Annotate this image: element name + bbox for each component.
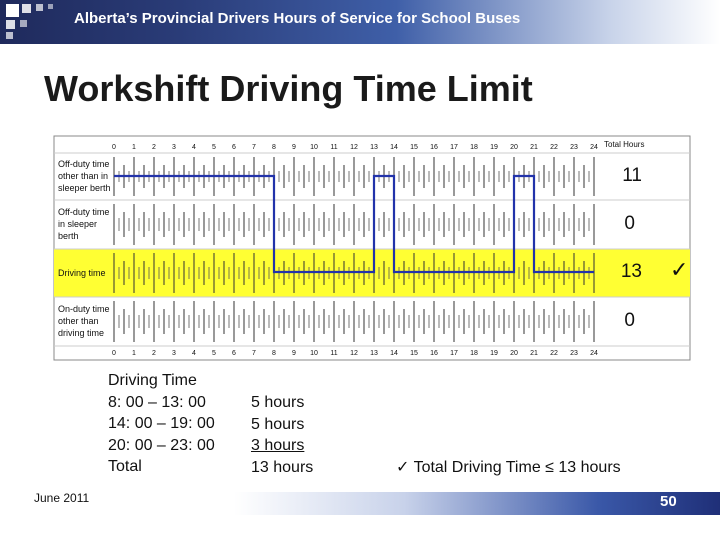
- hour-label-bottom: 20: [510, 350, 518, 357]
- hour-label-top: 19: [490, 144, 498, 151]
- hour-label-bottom: 12: [350, 350, 358, 357]
- hour-label-bottom: 6: [232, 350, 236, 357]
- summary-period: 8: 00 – 13: 00: [108, 393, 206, 411]
- hour-label-bottom: 19: [490, 350, 498, 357]
- summary-note-text: Total Driving Time ≤ 13 hours: [413, 459, 621, 476]
- summary-duration: 5 hours: [251, 394, 305, 411]
- hour-label-top: 8: [272, 144, 276, 151]
- hour-label-bottom: 17: [450, 350, 458, 357]
- hour-label-top: 23: [570, 144, 578, 151]
- row-label-line: other than in: [58, 171, 109, 181]
- row-label-line: in sleeper: [58, 219, 98, 229]
- summary-heading: Driving Time: [108, 372, 197, 389]
- summary-period: 14: 00 – 19: 00: [108, 415, 215, 432]
- hour-label-bottom: 22: [550, 350, 558, 357]
- row-label-onduty: [58, 303, 110, 339]
- hour-label-top: 6: [232, 144, 236, 151]
- hour-label-top: 10: [310, 144, 318, 151]
- hour-label-top: 16: [430, 144, 438, 151]
- hour-label-top: 14: [390, 144, 398, 151]
- hour-label-top: 22: [550, 144, 558, 151]
- hour-label-bottom: 16: [430, 350, 438, 357]
- summary-durations: [251, 392, 313, 478]
- footer-bar: [234, 492, 720, 515]
- hour-label-top: 3: [172, 144, 176, 151]
- total-onduty: 0: [624, 310, 635, 331]
- hour-label-top: 7: [252, 144, 256, 151]
- row-label-sleeper: [58, 206, 109, 242]
- check-icon: ✓: [670, 257, 689, 282]
- hour-label-bottom: 21: [530, 350, 538, 357]
- summary-period: 20: 00 – 23: 00: [108, 436, 215, 454]
- summary-duration: 5 hours: [251, 415, 305, 433]
- row-label-line: driving time: [58, 328, 105, 338]
- hour-label-bottom: 14: [390, 350, 398, 357]
- total-driving: 13: [620, 261, 642, 282]
- hour-label-bottom: 18: [470, 350, 478, 357]
- slide-title: Workshift Driving Time Limit: [44, 68, 533, 109]
- row-label-line: berth: [58, 231, 79, 241]
- hour-label-top: 18: [470, 144, 478, 151]
- total-sleeper: 0: [624, 213, 635, 234]
- row-label-line: other than: [58, 316, 99, 326]
- row-label-line: sleeper berth: [58, 183, 111, 193]
- hour-label-bottom: 9: [292, 350, 296, 357]
- page-number: 50: [660, 493, 677, 510]
- check-icon: ✓: [396, 459, 410, 476]
- hour-label-bottom: 8: [272, 350, 276, 357]
- hour-label-top: 24: [590, 144, 598, 151]
- row-label-offduty: [58, 158, 111, 194]
- hour-label-top: 5: [212, 144, 216, 151]
- summary-periods: [108, 370, 215, 478]
- row-label-driving: [58, 267, 106, 279]
- summary-total-label: Total: [108, 458, 142, 475]
- hour-label-bottom: 1: [132, 350, 136, 357]
- hour-label-top: 17: [450, 144, 458, 151]
- row-label-line: Off-duty time: [58, 159, 110, 169]
- hour-label-top: 4: [192, 144, 196, 151]
- hour-label-bottom: 15: [410, 350, 418, 357]
- hour-label-top: 15: [410, 144, 418, 151]
- hour-label-bottom: 0: [112, 350, 116, 357]
- total-hours-header: Total Hours: [604, 140, 645, 149]
- hour-label-bottom: 5: [212, 350, 216, 357]
- hour-label-top: 9: [292, 144, 296, 151]
- total-offduty: 11: [622, 165, 642, 186]
- hour-label-bottom: 11: [330, 350, 338, 357]
- hour-label-top: 0: [112, 144, 116, 151]
- row-label-line: Driving time: [58, 268, 106, 278]
- summary-duration-total: 13 hours: [251, 458, 314, 476]
- hour-label-bottom: 10: [310, 350, 318, 357]
- summary-duration: 3 hours: [251, 437, 305, 454]
- hour-label-top: 2: [152, 144, 156, 151]
- hour-label-bottom: 23: [570, 350, 578, 357]
- hour-label-bottom: 7: [252, 350, 256, 357]
- hour-label-bottom: 2: [152, 350, 156, 357]
- row-label-line: On-duty time: [58, 304, 110, 314]
- hour-label-top: 12: [350, 144, 358, 151]
- hour-label-top: 21: [530, 144, 538, 151]
- hour-label-top: 1: [132, 144, 136, 151]
- hour-label-bottom: 24: [590, 350, 598, 357]
- hour-label-top: 20: [510, 144, 518, 151]
- header-title: Alberta’s Provincial Drivers Hours of Service for School Buses: [74, 10, 521, 27]
- footer-date: June 2011: [34, 491, 90, 505]
- row-label-line: Off-duty time: [58, 207, 110, 217]
- hour-label-top: 11: [330, 144, 338, 151]
- hour-label-top: 13: [370, 144, 378, 151]
- hour-label-bottom: 4: [192, 350, 196, 357]
- summary-note: [396, 457, 621, 479]
- hour-label-bottom: 13: [370, 350, 378, 357]
- hour-label-bottom: 3: [172, 350, 176, 357]
